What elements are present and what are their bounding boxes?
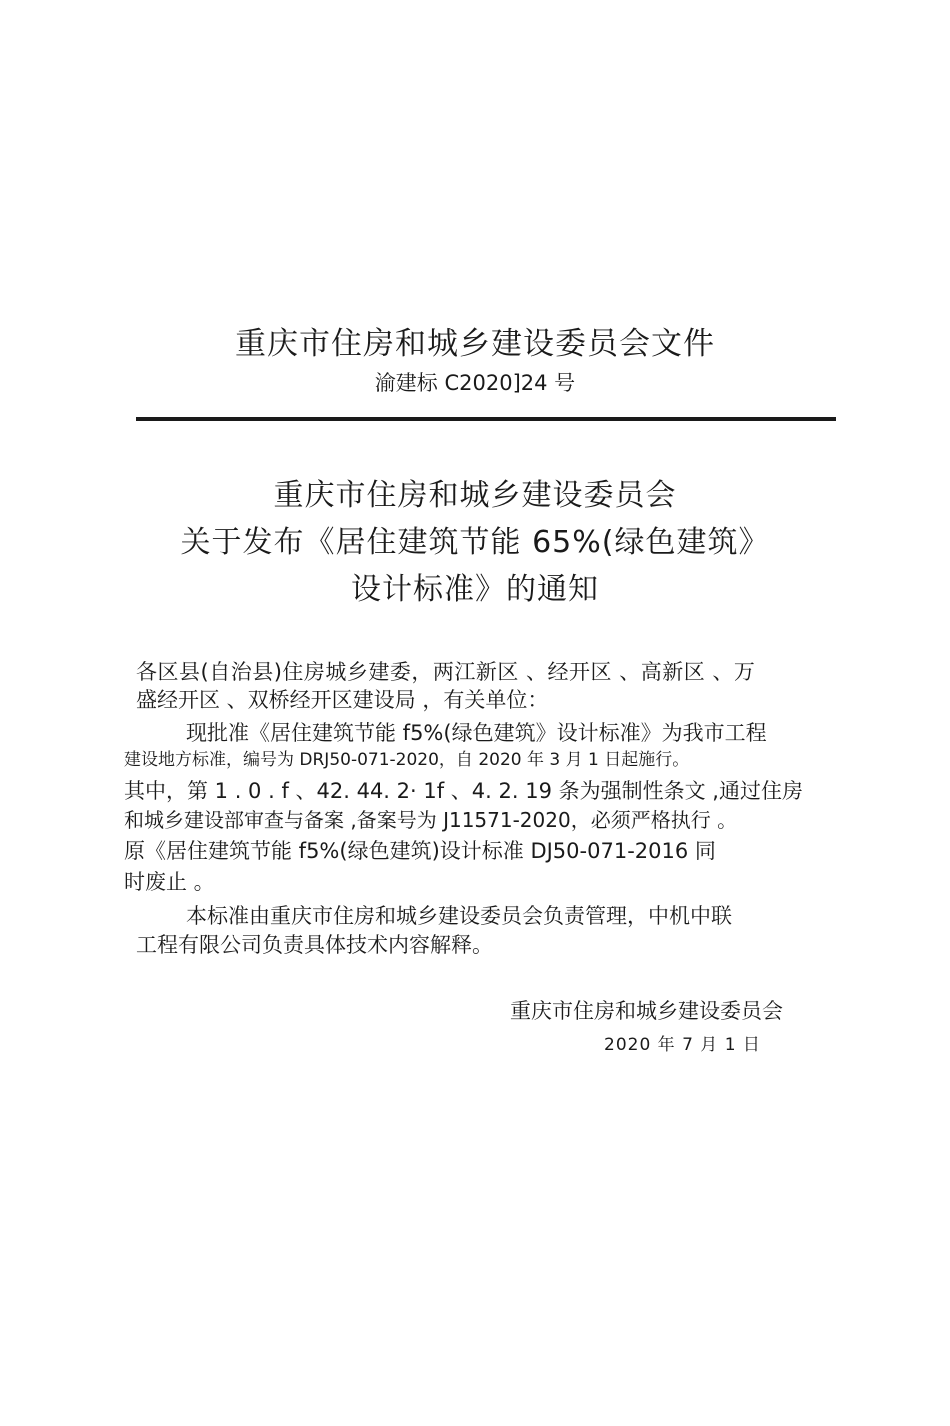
paragraph-1-line-6: 时废止 。 [124,870,215,894]
signature-organization: 重庆市住房和城乡建设委员会 [510,999,783,1023]
notice-title-line-3: 设计标准》的通知 [351,572,599,607]
paragraph-2-line-2: 工程有限公司负责具体技术内容解释。 [136,933,493,957]
paragraph-1-line-1: 现批准《居住建筑节能 f5%(绿色建筑》设计标准》为我市工程 [186,721,767,745]
paragraph-1-line-2: 建设地方标准，编号为 DRJ50-071-2020，自 2020 年 3 月 1 日起施行。 [124,750,690,770]
addressee-line-2: 盛经开区 、双桥经开区建设局 ，有关单位： [136,688,549,712]
signature-date: 2020 年 7 月 1 日 [604,1035,761,1055]
document-number: 渝建标 C2020]24 号 [374,371,576,395]
paragraph-1-line-5: 原《居住建筑节能 f5%(绿色建筑)设计标准 DJ50-071-2016 同 [124,839,716,863]
notice-title-line-2: 关于发布《居住建筑节能 65%(绿色建筑》 [180,525,770,560]
document-header-title: 重庆市住房和城乡建设委员会文件 [235,326,715,362]
paragraph-2-line-1: 本标准由重庆市住房和城乡建设委员会负责管理，中机中联 [186,904,732,928]
header-divider [136,417,836,421]
addressee-line-1: 各区县(自治县)住房城乡建委，两江新区 、经开区 、高新区 、万 [136,660,756,684]
paragraph-1-line-3: 其中，第 1 . 0 . f 、42. 44. 2· 1f 、4. 2. 19 条为强制性条文 ,通过住房 [124,779,803,803]
paragraph-1-line-4: 和城乡建设部审查与备案 ,备案号为 J11571-2020，必须严格执行 。 [124,808,738,832]
notice-title-line-1: 重庆市住房和城乡建设委员会 [273,478,677,513]
